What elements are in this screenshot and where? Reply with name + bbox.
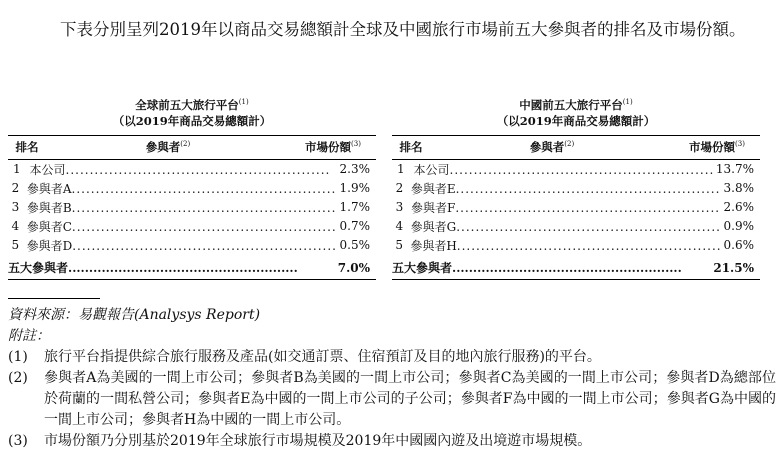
china-col-rank: 排名 <box>399 140 423 155</box>
rank-cell: 1 <box>396 162 405 177</box>
rank-cell: 2 <box>395 181 404 196</box>
share-cell: 13.7% <box>715 162 754 177</box>
participant-name: 參與者D <box>26 238 73 253</box>
footnote-number: (3) <box>8 433 28 449</box>
global-col-share <box>290 139 376 155</box>
footnote-text: 旅行平台指提供綜合旅行服務及產品(如交通訂票、住宿預訂及目的地內旅行服務)的平台。 <box>44 349 601 365</box>
name-cell <box>23 218 337 235</box>
total-label: 五大參與者 <box>392 261 453 276</box>
leader-dots: ....................................................... <box>455 181 721 196</box>
participant-name: 參與者C <box>26 219 72 234</box>
footnote-divider <box>8 298 100 299</box>
leader-dots: ....................................................... <box>71 200 337 215</box>
china-col-share-sup: (3) <box>735 140 745 149</box>
rank-cell: 5 <box>11 238 20 253</box>
china-table-title-line2: （以2019年商品交易總額計） <box>496 113 656 128</box>
china-col-share <box>674 139 760 155</box>
table-row <box>392 198 760 217</box>
total-label: 五大參與者 <box>8 261 69 276</box>
china-col-name-label: 參與者 <box>529 140 565 155</box>
participant-name: 參與者A <box>26 181 72 196</box>
notes-heading: 附註： <box>8 328 50 344</box>
participant-name: 本公司 <box>29 162 66 177</box>
global-col-name <box>46 139 290 155</box>
global-table-title <box>8 94 376 129</box>
participant-name: 參與者F <box>410 200 456 215</box>
table-row <box>8 217 376 236</box>
table-row <box>8 198 376 217</box>
global-table-title-line1: 全球前五大旅行平台 <box>135 97 239 112</box>
leader-dots: ....................................................... <box>71 219 337 234</box>
name-cell <box>406 237 721 254</box>
name-cell <box>23 199 337 216</box>
name-cell <box>407 180 721 197</box>
global-table-title-sup: (1) <box>238 98 249 106</box>
footnote-number: (2) <box>8 370 28 386</box>
total-name-cell <box>8 259 298 276</box>
source-note: 資料來源：易觀報告(Analysys Report) <box>8 307 261 323</box>
global-col-name-label: 參與者 <box>145 140 181 155</box>
table-row <box>392 236 760 255</box>
table-row <box>8 160 376 179</box>
rank-cell: 3 <box>395 200 404 215</box>
table-bottom-rule <box>392 279 760 280</box>
intro-paragraph <box>8 16 776 43</box>
footnote-text: 市場份額乃分別基於2019年全球旅行市場規模及2019年中國國內遊及出境遊市場規模。 <box>44 433 592 449</box>
share-cell: 2.3% <box>339 162 370 177</box>
leader-dots: ....................................................... <box>449 162 715 177</box>
global-col-name-sup: (2) <box>180 140 191 149</box>
global-col-rank: 排名 <box>15 140 39 155</box>
china-col-share-label: 市場份額 <box>689 140 736 155</box>
leader-dots: ....................................................... <box>68 261 298 276</box>
name-cell <box>407 218 721 235</box>
leader-dots: ....................................................... <box>456 219 721 234</box>
china-ranking-table <box>392 94 760 280</box>
leader-dots: ....................................................... <box>65 162 331 177</box>
leader-dots: ....................................................... <box>71 181 337 196</box>
participant-name: 參與者G <box>410 219 457 234</box>
leader-dots: ....................................................... <box>72 238 337 253</box>
table-bottom-rule <box>8 279 376 280</box>
participant-name: 參與者B <box>26 200 72 215</box>
share-cell: 0.5% <box>339 238 370 253</box>
china-total-row <box>392 257 760 279</box>
footnote-number: (1) <box>8 349 28 365</box>
table-row <box>8 179 376 198</box>
china-table-title <box>392 94 760 129</box>
share-cell: 3.8% <box>723 181 754 196</box>
rank-cell: 1 <box>12 162 21 177</box>
share-cell: 1.9% <box>339 181 370 196</box>
china-col-name-sup: (2) <box>564 140 575 149</box>
rank-cell: 2 <box>11 181 20 196</box>
table-row <box>8 236 376 255</box>
global-col-share-label: 市場份額 <box>305 140 352 155</box>
global-table-header <box>8 135 376 160</box>
footnote-text: 參與者A為美國的一間上市公司；參與者B為美國的一間上市公司；參與者C為美國的一間上市公司；參與者D為總部位於荷蘭的一間私營公司；參與者E為中國的一間上市公司的子公司；參與者F為中國的一間上市公司；參與者G為中國的一間上市公司；參與者H為中國的一間上市公司。 <box>44 370 776 428</box>
participant-name: 本公司 <box>413 162 450 177</box>
name-cell <box>410 161 715 178</box>
footnote-item <box>8 368 776 431</box>
rank-cell: 3 <box>11 200 20 215</box>
name-cell <box>23 237 337 254</box>
rank-cell: 4 <box>11 219 20 234</box>
total-share: 21.5% <box>713 260 754 275</box>
rank-cell: 5 <box>395 238 403 253</box>
global-total-row <box>8 257 376 279</box>
participant-name: 參與者H <box>410 238 457 253</box>
name-cell <box>23 180 336 197</box>
table-row <box>392 217 760 236</box>
name-cell <box>407 199 720 216</box>
footnotes <box>8 298 776 452</box>
china-table-title-sup: (1) <box>622 98 633 106</box>
global-table-title-line2: （以2019年商品交易總額計） <box>112 113 272 128</box>
share-cell: 2.6% <box>723 200 754 215</box>
share-cell: 0.7% <box>339 219 370 234</box>
china-col-name <box>430 139 674 155</box>
intro-text: 下表分別呈列2019年以商品交易總額計全球及中國旅行市場前五大參與者的排名及市場份額。 <box>60 20 746 39</box>
participant-name: 參與者E <box>410 181 456 196</box>
table-row <box>392 179 760 198</box>
table-row <box>392 160 760 179</box>
china-table-header <box>392 135 760 160</box>
global-ranking-table <box>8 94 376 280</box>
total-name-cell <box>392 259 682 276</box>
name-cell <box>26 161 331 178</box>
leader-dots: ....................................................... <box>452 261 682 276</box>
global-col-share-sup: (3) <box>351 140 361 149</box>
total-share: 7.0% <box>337 260 370 275</box>
footnote-item <box>8 431 776 452</box>
china-table-title-line1: 中國前五大旅行平台 <box>519 97 623 112</box>
leader-dots: ....................................................... <box>455 200 721 215</box>
footnote-item <box>8 347 776 368</box>
share-cell: 1.7% <box>339 200 370 215</box>
share-cell: 0.6% <box>723 238 754 253</box>
share-cell: 0.9% <box>723 219 754 234</box>
leader-dots: ....................................................... <box>456 238 722 253</box>
rank-cell: 4 <box>395 219 404 234</box>
